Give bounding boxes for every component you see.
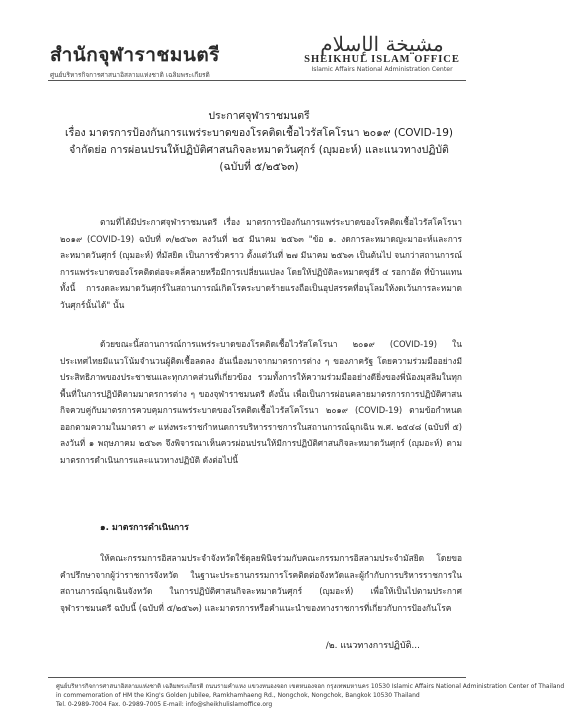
office-title-arabic: مشيخة الإسلام bbox=[320, 32, 444, 56]
body-paragraph-2 bbox=[60, 328, 462, 477]
footer-line-1: ศูนย์บริหารกิจการศาสนาอิสลามแห่งชาติ เฉลิมพระเกียรติ ถนนรามคำแหง แขวงหนองจอก เขตหนองจอก กรุงเทพมหานคร 10530 Islamic Affairs National Administration Center of Thailand bbox=[56, 683, 564, 690]
letterhead-foreign bbox=[292, 32, 472, 73]
office-title-english: SHEIKHUL ISLAM OFFICE bbox=[304, 54, 460, 65]
paragraph-text: ด้วยขณะนี้สถานการณ์การแพร่ระบาดของโรคติดเชื้อไวรัสโคโรนา ๒๐๑๙ (COVID-19) ในประเทศไทยมีแนวโน้มจำนวนผู้ติดเชื้อลดลง อันเนื่องมาจากมาตรการต่าง ๆ ของภาครัฐ โดยความร่วมมืออย่างมีประสิทธิภาพของประชาชนและทุกภาคส่วนที่เกี่ยวข้อง รวมทั้งการให้ความร่วมมืออย่างดียิ่งของพี่น้องมุสลิมในทุกพื้นที่ในการปฏิบัติตามมาตรการต่าง ๆ ของจุฬาราชมนตรี ดังนั้น เพื่อเป็นการผ่อนคลายมาตรการการปฏิบัติศาสนกิจควบคู่กับมาตรการควบคุมการแพร่ระบาดของโรคติดเชื้อไวรัสโคโรนา ๒๐๑๙ (COVID-19) ตามข้อกำหนดออกตามความในมาตรา ๙ แห่งพระราชกำหนดการบริหารราชการในสถานการณ์ฉุกเฉิน พ.ศ. ๒๕๔๘ (ฉบับที่ ๕) ลงวันที่ ๑ พฤษภาคม ๒๕๖๓ จึงพิจารณาเห็นควรผ่อนปรนให้มีการปฏิบัติศาสนกิจละหมาดวันศุกร์ (ญุมอะห์) ตามมาตรการดำเนินการและแนวทางปฏิบัติ ดังต่อไปนี้ bbox=[60, 339, 462, 465]
office-title-thai: สำนักจุฬาราชมนตรี bbox=[50, 44, 220, 66]
letterhead-divider bbox=[48, 80, 466, 81]
heading-title: ประกาศจุฬาราชมนตรี bbox=[208, 110, 310, 122]
announcement-heading bbox=[60, 108, 458, 176]
letterhead-thai bbox=[50, 40, 270, 79]
body-paragraph-1 bbox=[60, 206, 462, 322]
footer-address bbox=[56, 682, 564, 709]
footer-line-3: Tel. 0-2989-7004 Fax. 0-2989-7005 E-mail: info@sheikhulislamoffice.org bbox=[56, 701, 273, 708]
office-subtitle-thai: ศูนย์บริหารกิจการศาสนาอิสลามแห่งชาติ เฉลิมพระเกียรติ bbox=[50, 71, 210, 79]
body-paragraph-3 bbox=[60, 542, 462, 625]
footer-line-2: in commemoration of HM the King's Golden Jubilee, Ramkhamhaeng Rd., Nongchok, Nongchok, Bangkok 10530 Thailand bbox=[56, 692, 420, 699]
heading-subject: เรื่อง มาตรการป้องกันการแพร่ระบาดของโรคติดเชื้อไวรัสโคโรนา ๒๐๑๙ (COVID-19) bbox=[65, 127, 453, 139]
continuation-note: /๒. แนวทางการปฏิบัติ... bbox=[325, 641, 420, 651]
heading-issue-number: (ฉบับที่ ๕/๒๕๖๓) bbox=[219, 161, 299, 173]
office-subtitle-english: Islamic Affairs National Administration Center bbox=[311, 66, 453, 73]
paragraph-text: ตามที่ได้มีประกาศจุฬาราชมนตรี เรื่อง มาตรการป้องกันการแพร่ระบาดของโรคติดเชื้อไวรัสโคโรนา ๒๐๑๙ (COVID-19) ฉบับที่ ๓/๒๕๖๓ ลงวันที่ ๒๕ มีนาคม ๒๕๖๓ "ข้อ ๑. งดการละหมาดญะมาอะห์และการละหมาดวันศุกร์ (ญุมอะห์) ที่มัสยิด เป็นการชั่วคราว ตั้งแต่วันที่ ๒๗ มีนาคม ๒๕๖๓ เป็นต้นไป จนกว่าสถานการณ์การแพร่ระบาดของโรคติดต่อจะคลี่คลายหรือมีการเปลี่ยนแปลง โดยให้ปฏิบัติละหมาดซุฮ์รี ๔ รอกาอัต ที่บ้านแทน ทั้งนี้ การงดละหมาดวันศุกร์ในสถานการณ์เกิดโรคระบาดร้ายแรงถือเป็นอุปสรรคที่อนุโลมให้งดเว้นการละหมาดวันศุกร์นั้นได้" นั้น bbox=[60, 217, 462, 310]
section-heading-measures: ๑. มาตรการดำเนินการ bbox=[100, 523, 189, 533]
heading-subject-cont: จำกัดย่อ การผ่อนปรนให้ปฏิบัติศาสนกิจละหมาดวันศุกร์ (ญุมอะห์) และแนวทางปฏิบัติ bbox=[69, 144, 449, 156]
paragraph-text: ให้คณะกรรมการอิสลามประจำจังหวัดใช้ดุลยพินิจร่วมกับคณะกรรมการอิสลามประจำมัสยิด โดยขอคำปรึกษาจากผู้ว่าราชการจังหวัด ในฐานะประธานกรรมการโรคติดต่อจังหวัดและผู้กำกับการบริหารราชการในสถานการณ์ฉุกเฉินจังหวัด ในการปฏิบัติศาสนกิจละหมาดวันศุกร์ (ญุมอะห์) เพื่อให้เป็นไปตามประกาศจุฬาราชมนตรี ฉบับนี้ (ฉบับที่ ๕/๒๕๖๓) และมาตรการหรือคำแนะนำของทางราชการที่เกี่ยวกับการป้องกันโรค bbox=[60, 553, 462, 613]
footer-divider bbox=[48, 677, 466, 678]
